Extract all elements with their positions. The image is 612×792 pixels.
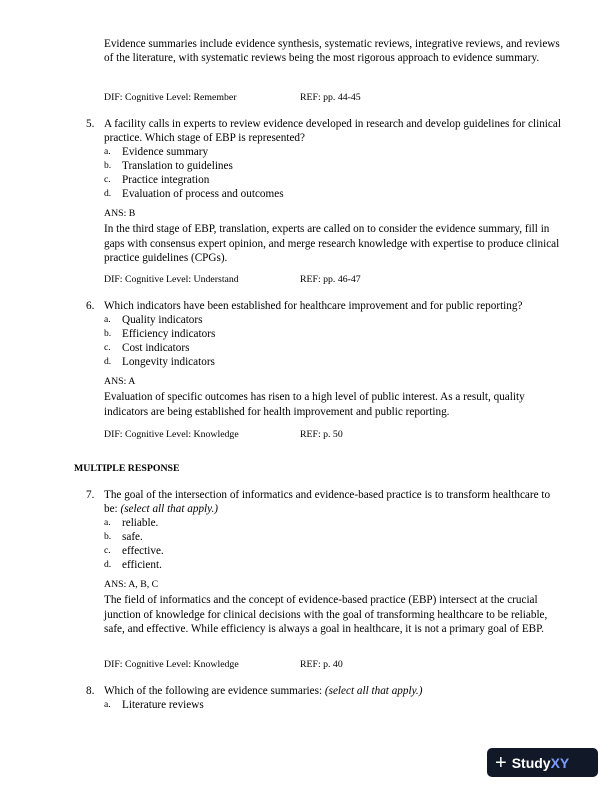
select-all-instruction: (select all that apply.) — [120, 503, 219, 516]
dif-label: DIF: Cognitive Level: Knowledge — [104, 429, 239, 440]
question-number: 8. — [86, 685, 95, 697]
document-page: Evidence summaries include evidence synthesis, systematic reviews, integrative reviews, and reviews of the literature, with systematic reviews being the most rigorous approach to evidence summary. DIF: Cognitive Level: Remember REF: pp. 44-45 5. A facility calls in experts to review evidence developed in research and develop guidelines for clinical practice. Which stage of EBP is represented? a. Evidence summary b. Translation to guidelines c. Practice integration d. Evaluation of process and outcomes ANS: B In the third stage of EBP, translation, experts are called on to consider the evidence summary, fill in gaps with consensus expert opinion, and merge research knowledge with expertise to produce clinical practice guidelines (CPGs). DIF: Cognitive Level: Understand REF: pp. 46-47 6. Which indicators have been established for healthcare improvement and for public reporting? a. Quality indicators b. Efficiency indicators c. Cost indicators d. Longevity indicators ANS: A Evaluation of specific outcomes has risen to a high level of public interest. As a result, quality indicators are being established for health improvement and public reporting. DIF: Cognitive Level: Knowledge REF: p. 50 MULTIPLE RESPONSE 7. The goal of the intersection of informatics and evidence-based practice is to transform healthcare to be: (select all that apply.) a. reliable. b. safe. c. effective. d. efficient. ANS: A, B, C The field of informatics and the concept of evidence-based practice (EBP) intersect at the crucial junction of knowledge for clinical decisions with the goal of transforming healthcare to be reliable, safe, and effective. While efficiency is always a goal in healthcare, it is not a primary goal of EBP. DIF: Cognitive Level: Knowledge REF: p. 40 8. Which of the following are evidence summaries: (select all that apply.) a. Literature reviews + Study XY — [0, 0, 612, 792]
studyxy-logo[interactable] — [487, 748, 598, 777]
ref-label: REF: p. 50 — [300, 429, 343, 440]
select-all-instruction: (select all that apply.) — [324, 685, 423, 697]
intro-rationale: Evidence summaries include evidence synthesis, systematic reviews, integrative reviews, and reviews of the literature, with systematic reviews being the most rigorous approach to evidence summary. — [104, 38, 560, 65]
answer-label: ANS: A — [104, 376, 136, 387]
answer-block — [104, 375, 566, 419]
ref-label: REF: pp. 44-45 — [300, 92, 361, 103]
question-number: 7. — [86, 489, 95, 501]
question-text: Which indicators have been established for healthcare improvement and for public reporting? — [104, 300, 523, 312]
question-meta — [104, 274, 361, 285]
answer-label: ANS: A, B, C — [104, 579, 159, 590]
logo-word-study: Study — [511, 754, 551, 771]
question-text: Which of the following are evidence summaries: (select all that apply.) — [104, 685, 423, 697]
question-number: 5. — [86, 118, 95, 130]
dif-label: DIF: Cognitive Level: Remember — [104, 92, 237, 103]
intro-meta — [104, 92, 361, 103]
answer-rationale: The field of informatics and the concept of evidence-based practice (EBP) intersect at the crucial junction of knowledge for clinical decisions with the goal of transforming healthcare to be reliable, safe, and effective. While efficiency is always a goal in healthcare, it is not a primary goal of EBP. — [104, 594, 548, 635]
question-text: The goal of the intersection of informatics and evidence-based practice is to transform healthcare to be: (select all that apply.) — [104, 489, 551, 516]
dif-label: DIF: Cognitive Level: Knowledge — [104, 659, 239, 670]
answer-block — [104, 578, 566, 636]
ref-label: REF: pp. 46-47 — [300, 274, 361, 285]
plus-icon: + — [495, 751, 507, 774]
question-text: A facility calls in experts to review evidence developed in research and develop guidelines for clinical practice. Which stage of EBP is represented? — [104, 118, 561, 145]
question-meta — [104, 659, 343, 670]
answer-label: ANS: B — [104, 208, 136, 219]
ref-label: REF: p. 40 — [300, 659, 343, 670]
answer-block — [104, 207, 566, 265]
question-number: 6. — [86, 300, 95, 312]
answer-rationale: Evaluation of specific outcomes has risen to a high level of public interest. As a result, quality indicators are being established for health improvement and public reporting. — [104, 391, 525, 418]
logo-word-xy: XY — [550, 754, 570, 771]
answer-rationale: In the third stage of EBP, translation, experts are called on to consider the evidence summary, fill in gaps with consensus expert opinion, and merge research knowledge with expertise to produce clinical practice guidelines (CPGs). — [104, 223, 560, 264]
section-heading: MULTIPLE RESPONSE — [74, 463, 180, 474]
dif-label: DIF: Cognitive Level: Understand — [104, 274, 239, 285]
question-meta — [104, 429, 343, 440]
